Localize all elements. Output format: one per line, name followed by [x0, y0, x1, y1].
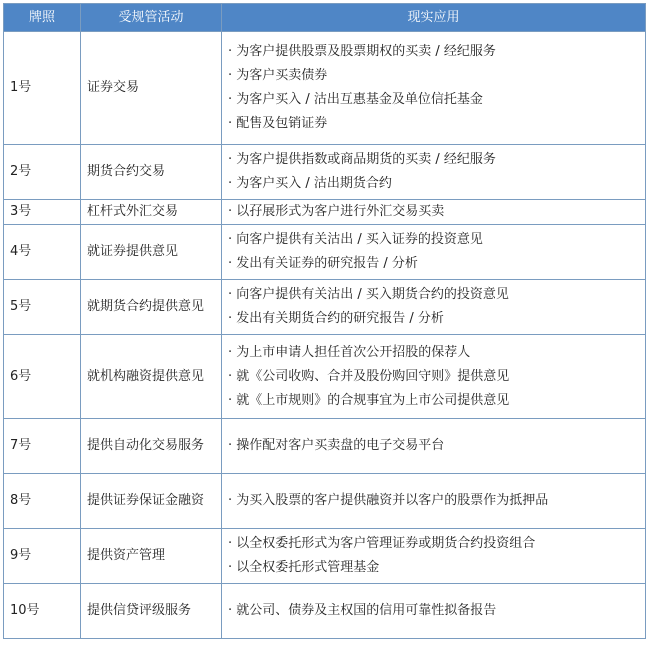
application-item: · 以孖展形式为客户进行外汇交易买卖: [228, 204, 445, 219]
application-item: · 向客户提供有关沽出 / 买入证券的投资意见: [228, 232, 483, 247]
header-row: [4, 4, 646, 32]
application-item: · 为买入股票的客户提供融资并以客户的股票作为抵押品: [228, 493, 549, 508]
application-cell: [222, 529, 646, 584]
table-row: [4, 225, 646, 280]
license-number-cell: 10号: [4, 584, 81, 639]
activity-cell: 提供证券保证金融资: [81, 474, 222, 529]
table-row: [4, 280, 646, 335]
application-cell: [222, 225, 646, 280]
header-license: 牌照: [4, 4, 81, 32]
application-cell: [222, 280, 646, 335]
application-cell: [222, 584, 646, 639]
application-item: · 向客户提供有关沽出 / 买入期货合约的投资意见: [228, 287, 509, 302]
table-row: [4, 529, 646, 584]
application-item: · 就《上市规则》的合规事宜为上市公司提供意见: [228, 392, 510, 408]
table-row: [4, 584, 646, 639]
table-row: [4, 474, 646, 529]
application-cell: [222, 32, 646, 145]
license-number-cell: 8号: [4, 474, 81, 529]
application-item: · 发出有关证券的研究报告 / 分析: [228, 256, 418, 271]
application-item: · 为客户提供股票及股票期权的买卖 / 经纪服务: [228, 44, 496, 59]
activity-cell: 提供信贷评级服务: [81, 584, 222, 639]
application-item: · 为客户买入 / 沽出期货合约: [228, 176, 392, 191]
application-item: · 为客户买入 / 沽出互惠基金及单位信托基金: [228, 92, 483, 107]
table-row: [4, 335, 646, 419]
application-cell: [222, 145, 646, 200]
license-number-cell: 6号: [4, 335, 81, 419]
activity-cell: 期货合约交易: [81, 145, 222, 200]
application-cell: [222, 200, 646, 225]
table-row: [4, 419, 646, 474]
application-item: · 发出有关期货合约的研究报告 / 分析: [228, 311, 444, 326]
application-item: · 操作配对客户买卖盘的电子交易平台: [228, 438, 445, 453]
license-table: [3, 3, 646, 639]
license-number-cell: 3号: [4, 200, 81, 225]
application-item: · 为客户提供指数或商品期货的买卖 / 经纪服务: [228, 152, 496, 167]
activity-cell: 就机构融资提供意见: [81, 335, 222, 419]
activity-cell: 杠杆式外汇交易: [81, 200, 222, 225]
application-cell: [222, 474, 646, 529]
header-activity: 受规管活动: [81, 4, 222, 32]
header-application: 现实应用: [222, 4, 646, 32]
application-item: · 就公司、债券及主权国的信用可靠性拟备报告: [228, 603, 497, 618]
application-item: · 配售及包销证券: [228, 116, 328, 131]
table-row: [4, 200, 646, 225]
table-row: [4, 145, 646, 200]
license-number-cell: 4号: [4, 225, 81, 280]
application-item: · 为客户买卖债券: [228, 68, 328, 83]
license-number-cell: 5号: [4, 280, 81, 335]
table-row: [4, 32, 646, 145]
application-item: · 就《公司收购、合并及股份购回守则》提供意见: [228, 368, 510, 384]
activity-cell: 提供资产管理: [81, 529, 222, 584]
application-item: · 以全权委托形式为客户管理证券或期货合约投资组合: [228, 536, 536, 551]
application-cell: [222, 335, 646, 419]
application-cell: [222, 419, 646, 474]
license-number-cell: 2号: [4, 145, 81, 200]
activity-cell: 就期货合约提供意见: [81, 280, 222, 335]
activity-cell: 就证券提供意见: [81, 225, 222, 280]
activity-cell: 证券交易: [81, 32, 222, 145]
application-item: · 以全权委托形式管理基金: [228, 560, 380, 575]
activity-cell: 提供自动化交易服务: [81, 419, 222, 474]
application-item: · 为上市申请人担任首次公开招股的保荐人: [228, 344, 471, 360]
license-number-cell: 7号: [4, 419, 81, 474]
license-number-cell: 1号: [4, 32, 81, 145]
license-number-cell: 9号: [4, 529, 81, 584]
